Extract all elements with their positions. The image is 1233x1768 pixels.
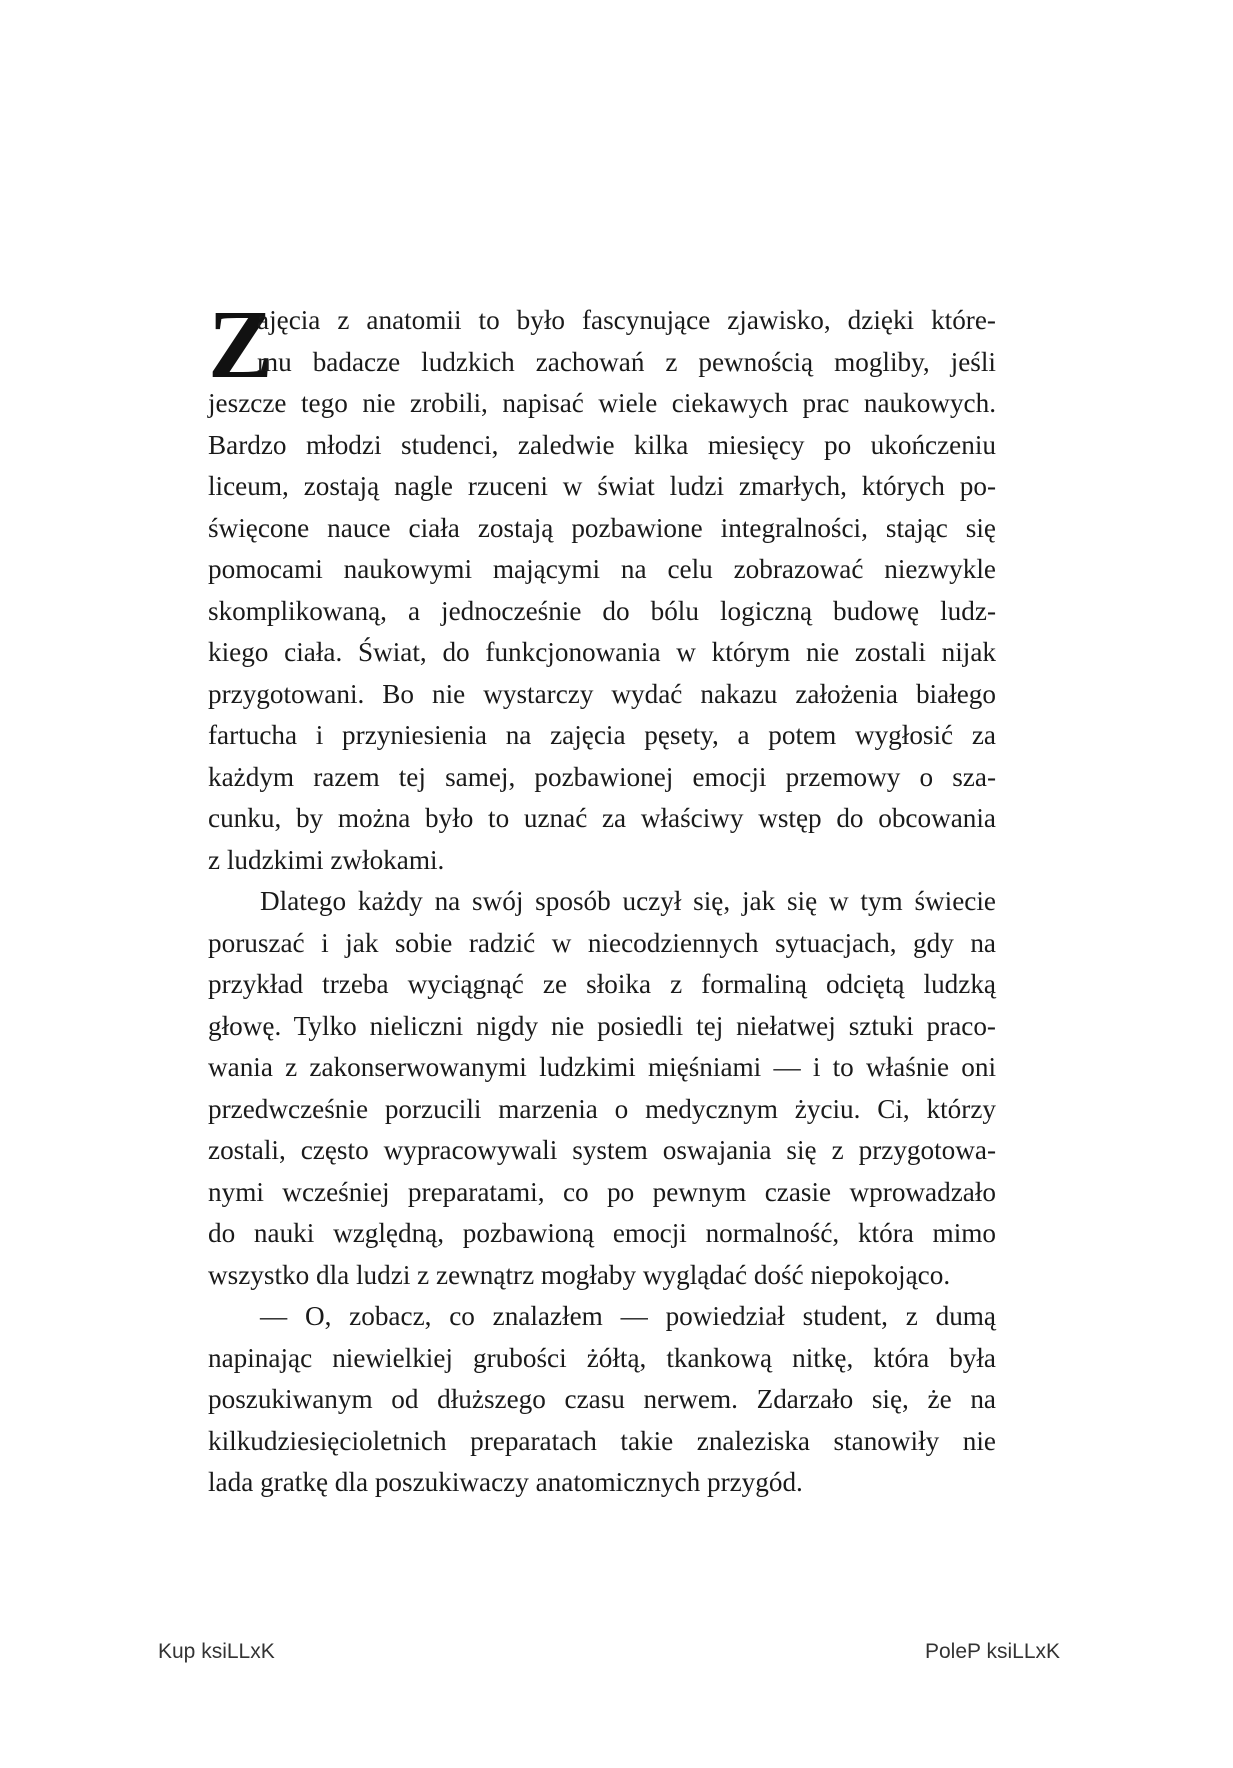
paragraph: [208, 881, 996, 1296]
paragraph: [208, 1296, 996, 1504]
text-line: przygotowani. Bo nie wystarczy wydać nakazu założenia białego: [208, 678, 996, 709]
text-line: wania z zakonserwowanymi ludzkimi mięśniami — i to właśnie oni: [208, 1052, 996, 1082]
text-line: wszystko dla ludzi z zewnątrz mogłaby wyglądać dość niepokojąco.: [208, 1259, 951, 1290]
drop-cap: Z: [208, 291, 274, 399]
text-line: pomocami naukowymi mającymi na celu zobrazować niezwykle: [208, 554, 996, 584]
text-line: cunku, by można było to uznać za właściwy wstęp do obcowania: [208, 803, 996, 833]
text-line: poruszać i jak sobie radzić w niecodziennych sytuacjach, gdy na: [208, 927, 996, 958]
text-line: zostali, często wypracowywali system oswajania się z przygotowa-: [208, 1135, 996, 1165]
body-text: [208, 291, 996, 1504]
text-line: liceum, zostają nagle rzuceni w świat ludzi zmarłych, których po-: [208, 471, 996, 501]
paragraph: [208, 291, 996, 881]
text-line: każdym razem tej samej, pozbawionej emocji przemowy o sza-: [208, 761, 996, 792]
text-line: przykład trzeba wyciągnąć ze słoika z formaliną odciętą ludzką: [208, 969, 996, 999]
text-line: Dlatego każdy na swój sposób uczył się, jak się w tym świecie: [260, 886, 996, 916]
text-line: — O, zobacz, co znalazłem — powiedział student, z dumą: [260, 1301, 996, 1331]
text-line: do nauki względną, pozbawioną emocji normalność, która mimo: [208, 1218, 996, 1248]
text-line: skomplikowaną, a jednocześnie do bólu logiczną budowę ludz-: [208, 595, 996, 626]
text-line: poszukiwanym od dłuższego czasu nerwem. Zdarzało się, że na: [208, 1384, 996, 1414]
text-line: napinając niewielkiej grubości żółtą, tkankową nitkę, która była: [208, 1342, 996, 1373]
text-line: kilkudziesięcioletnich preparatach takie znaleziska stanowiły nie: [208, 1425, 996, 1456]
text-line: fartucha i przyniesienia na zajęcia pęsety, a potem wygłosić za: [208, 720, 996, 750]
recommend-book-link[interactable]: PoleP ksiLLxK: [925, 1640, 1061, 1663]
text-line: z ludzkimi zwłokami.: [208, 844, 445, 875]
text-line: jeszcze tego nie zrobili, napisać wiele ciekawych prac naukowych.: [208, 388, 996, 418]
text-line: mu badacze ludzkich zachowań z pewnością mogliby, jeśli: [257, 346, 996, 377]
text-line: głowę. Tylko nieliczni nigdy nie posiedli tej niełatwej sztuki praco-: [208, 1010, 996, 1041]
text-line: nymi wcześniej preparatami, co po pewnym czasie wprowadzało: [208, 1176, 996, 1207]
text-line: przedwcześnie porzucili marzenia o medycznym życiu. Ci, którzy: [208, 1093, 996, 1124]
text-line: Bardzo młodzi studenci, zaledwie kilka miesięcy po ukończeniu: [208, 429, 996, 460]
text-line: lada gratkę dla poszukiwaczy anatomicznych przygód.: [208, 1467, 803, 1497]
text-line: święcone nauce ciała zostają pozbawione integralności, stając się: [208, 512, 996, 543]
buy-book-link[interactable]: Kup ksiLLxK: [158, 1640, 275, 1663]
text-line: ajęcia z anatomii to było fascynujące zjawisko, dzięki które-: [257, 305, 996, 335]
text-line: kiego ciała. Świat, do funkcjonowania w którym nie zostali nijak: [208, 637, 996, 667]
